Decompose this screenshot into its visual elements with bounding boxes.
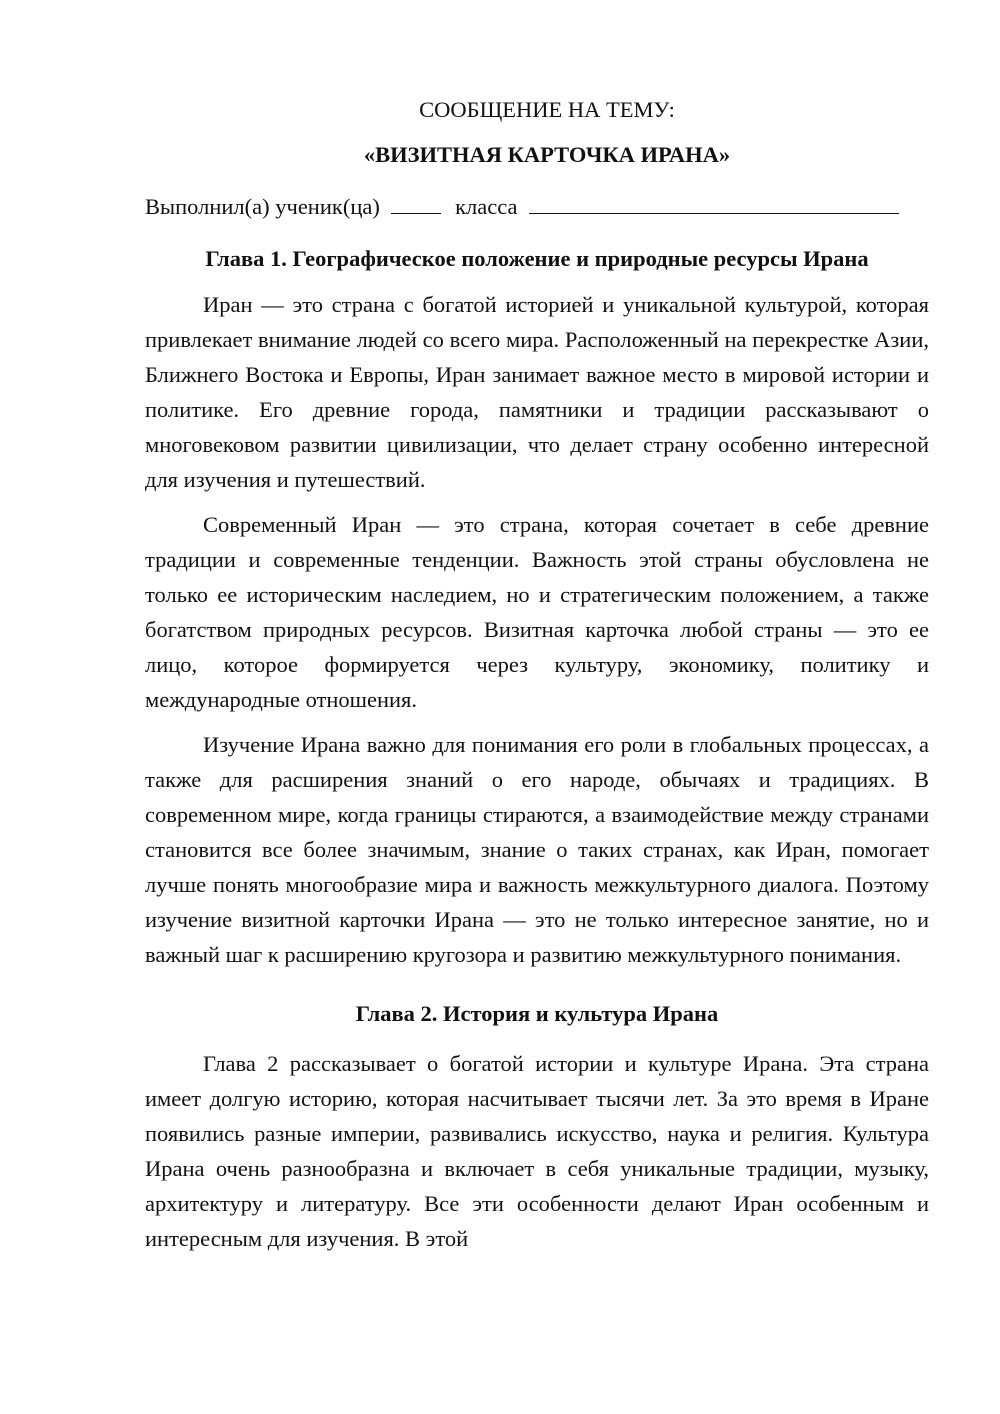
report-title-line2: «ВИЗИТНАЯ КАРТОЧКА ИРАНА» <box>363 142 731 167</box>
chapter1-paragraph-2: Современный Иран — это страна, которая сочетает в себе древние традиции и современные тенденции. Важность этой страны обусловлена не только ее историческим наследием, но и стратегическим положением, а также богатством природных ресурсов. Визитная карточка любой страны — это ее лицо, которое формируется через культуру, экономику, политику и международные отношения. <box>145 512 929 712</box>
name-blank-field <box>529 189 899 214</box>
chapter1-heading: Глава 1. Географическое положение и природные ресурсы Ирана <box>205 246 869 271</box>
chapter1-paragraph-3: Изучение Ирана важно для понимания его роли в глобальных процессах, а также для расширения знаний о его народе, обычаях и традициях. В современном мире, когда границы стираются, а взаимодействие между странами становится все более значимым, знание о таких странах, как Иран, помогает лучше понять многообразие мира и важность межкультурного диалога. Поэтому изучение визитной карточки Ирана — это не только интересное занятие, но и важный шаг к расширению кругозора и развитию межкультурного понимания. <box>145 732 929 967</box>
chapter1-paragraph-1: Иран — это страна с богатой историей и уникальной культурой, которая привлекает внимание людей со всего мира. Расположенный на перекрестке Азии, Ближнего Востока и Европы, Иран занимает важное место в мировой истории и политике. Его древние города, памятники и традиции рассказывают о многовековом развитии цивилизации, что делает страну особенно интересной для изучения и путешествий. <box>145 292 929 492</box>
report-title-line1: СООБЩЕНИЕ НА ТЕМУ: <box>419 97 675 122</box>
author-line <box>145 189 929 223</box>
chapter2-heading: Глава 2. История и культура Ирана <box>355 1001 719 1026</box>
author-class-word: класса <box>455 194 518 219</box>
author-prefix: Выполнил(а) ученик(ца) <box>145 194 380 219</box>
class-blank-field <box>391 189 441 214</box>
document-body <box>145 94 929 1266</box>
chapter2-paragraph-1: Глава 2 рассказывает о богатой истории и культуре Ирана. Эта страна имеет долгую историю, которая насчитывает тысячи лет. За это время в Иране появились разные империи, развивались искусство, наука и религия. Культура Ирана очень разнообразна и включает в себя уникальные традиции, музыку, архитектуру и литературу. Все эти особенности делают Иран особенным и интересным для изучения. В этой <box>145 1051 929 1251</box>
